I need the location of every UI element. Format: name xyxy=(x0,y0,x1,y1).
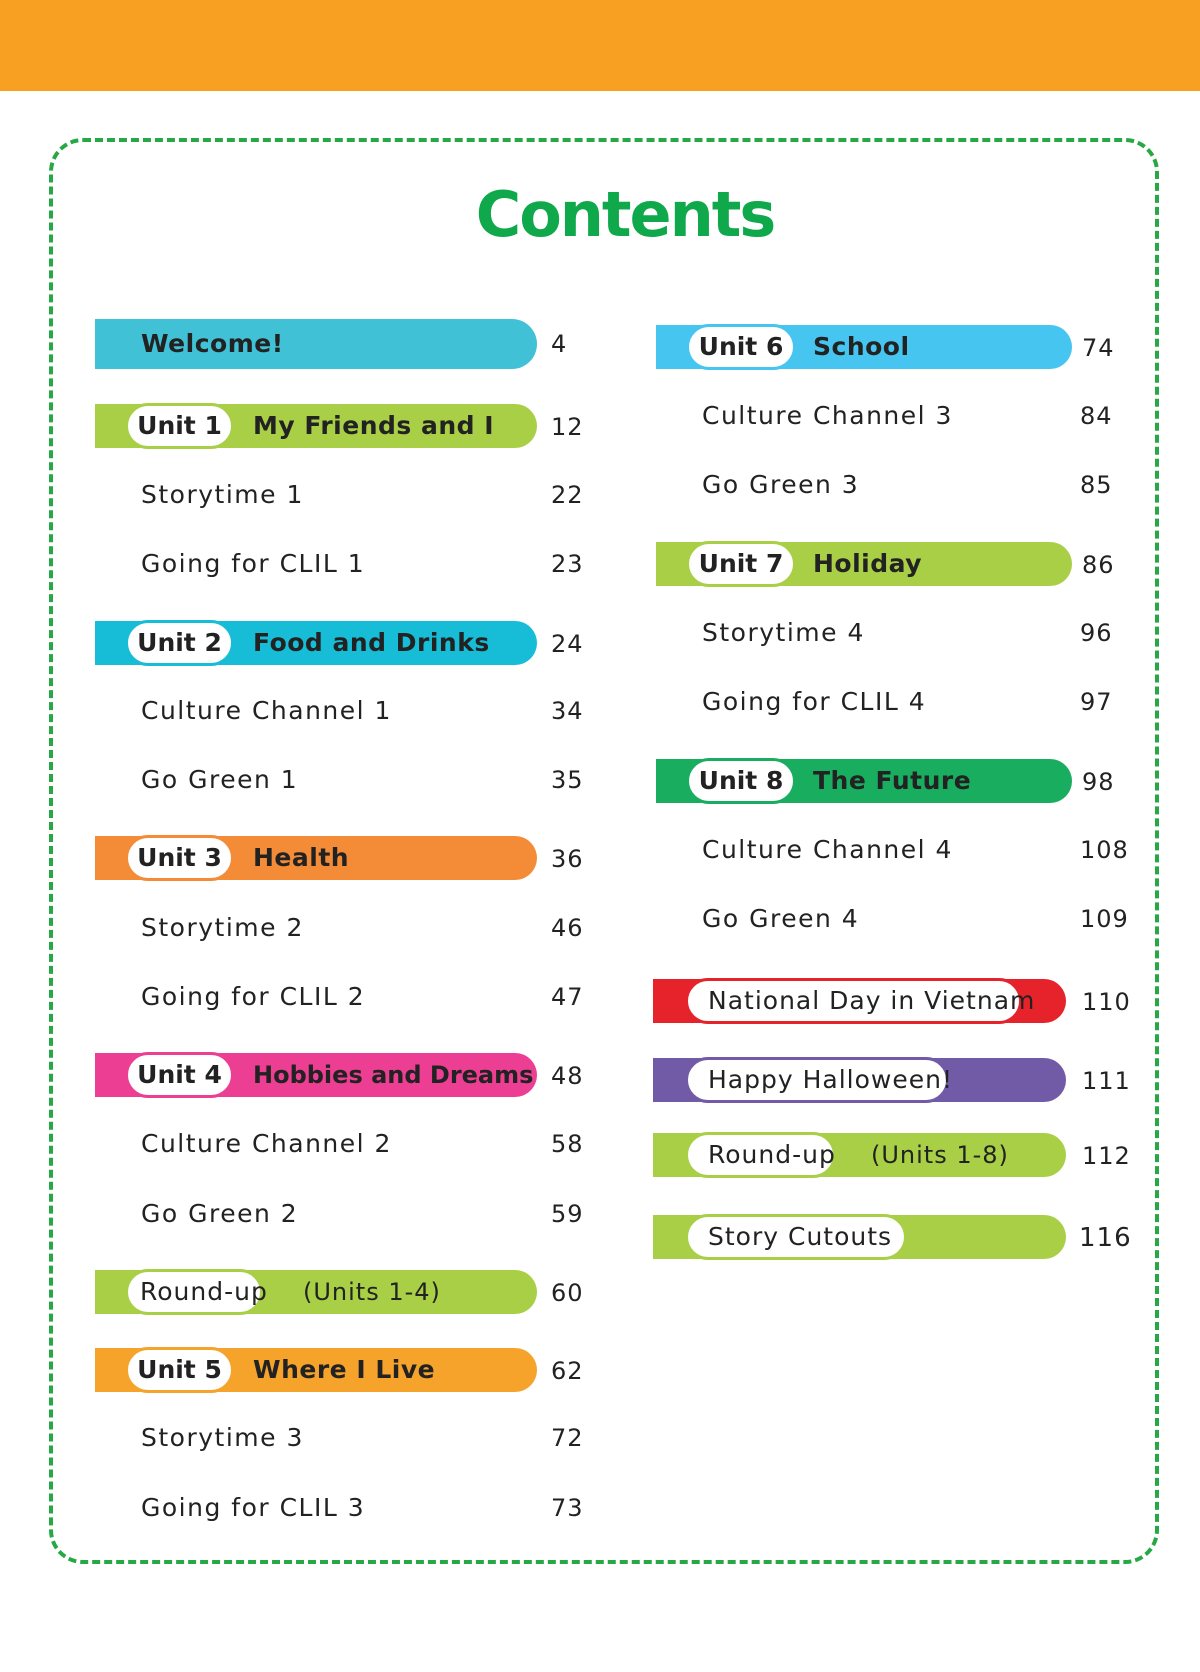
sub-label: Going for CLIL 1 xyxy=(141,549,366,578)
sub-label: Culture Channel 3 xyxy=(702,401,953,430)
sub-page: 85 xyxy=(1080,471,1113,499)
halloween-badge: Happy Halloween! xyxy=(685,1057,949,1103)
sub-label: Go Green 2 xyxy=(141,1199,299,1228)
unit-5-badge: Unit 5 xyxy=(125,1347,234,1393)
unit-3-page: 36 xyxy=(551,845,584,873)
sub-label: Culture Channel 1 xyxy=(141,696,392,725)
roundup-1-4-units: (Units 1-4) xyxy=(303,1278,441,1306)
roundup-1-4-page: 60 xyxy=(551,1279,584,1307)
sub-label: Storytime 1 xyxy=(141,480,304,509)
welcome-label: Welcome! xyxy=(141,329,284,358)
unit-2-title: Food and Drinks xyxy=(253,628,490,657)
unit-4-page: 48 xyxy=(551,1062,584,1090)
unit-1-page: 12 xyxy=(551,413,584,441)
story-cutouts-page: 116 xyxy=(1079,1223,1132,1253)
sub-label: Go Green 3 xyxy=(702,470,860,499)
unit-7-badge: Unit 7 xyxy=(686,541,796,587)
sub-label: Culture Channel 4 xyxy=(702,835,953,864)
page-title: Contents xyxy=(475,178,775,251)
sub-page: 46 xyxy=(551,914,584,942)
unit-4-badge: Unit 4 xyxy=(125,1052,234,1098)
sub-page: 34 xyxy=(551,697,584,725)
halloween-page: 111 xyxy=(1082,1067,1131,1095)
unit-8-page: 98 xyxy=(1082,768,1115,796)
national-day-page: 110 xyxy=(1082,988,1131,1016)
sub-label: Go Green 4 xyxy=(702,904,860,933)
story-cutouts-badge: Story Cutouts xyxy=(685,1214,907,1260)
unit-6-page: 74 xyxy=(1082,334,1115,362)
sub-page: 22 xyxy=(551,481,584,509)
roundup-1-8-units: (Units 1-8) xyxy=(871,1141,1009,1169)
sub-page: 109 xyxy=(1080,905,1129,933)
sub-label: Culture Channel 2 xyxy=(141,1129,392,1158)
unit-6-title: School xyxy=(813,332,910,361)
sub-page: 84 xyxy=(1080,402,1113,430)
national-day-badge: National Day in Vietnam xyxy=(685,978,1022,1024)
sub-page: 73 xyxy=(551,1494,584,1522)
sub-label: Storytime 3 xyxy=(141,1423,304,1452)
top-color-band xyxy=(0,0,1200,91)
unit-8-badge: Unit 8 xyxy=(686,758,796,804)
sub-page: 59 xyxy=(551,1200,584,1228)
unit-7-page: 86 xyxy=(1082,551,1115,579)
unit-1-title: My Friends and I xyxy=(253,411,495,440)
roundup-1-4-badge: Round-up xyxy=(125,1269,263,1315)
welcome-page: 4 xyxy=(551,330,568,358)
sub-label: Storytime 4 xyxy=(702,618,865,647)
sub-page: 72 xyxy=(551,1424,584,1452)
sub-page: 96 xyxy=(1080,619,1113,647)
sub-page: 23 xyxy=(551,550,584,578)
unit-6-badge: Unit 6 xyxy=(686,324,796,370)
unit-1-badge: Unit 1 xyxy=(125,403,234,449)
unit-8-title: The Future xyxy=(813,766,972,795)
unit-4-title: Hobbies and Dreams xyxy=(253,1061,534,1089)
unit-2-page: 24 xyxy=(551,630,584,658)
sub-page: 108 xyxy=(1080,836,1129,864)
sub-label: Go Green 1 xyxy=(141,765,299,794)
unit-3-title: Health xyxy=(253,843,350,872)
sub-page: 58 xyxy=(551,1130,584,1158)
sub-label: Going for CLIL 4 xyxy=(702,687,927,716)
sub-page: 35 xyxy=(551,766,584,794)
roundup-1-8-page: 112 xyxy=(1082,1142,1131,1170)
unit-5-title: Where I Live xyxy=(253,1355,436,1384)
sub-label: Storytime 2 xyxy=(141,913,304,942)
sub-label: Going for CLIL 2 xyxy=(141,982,366,1011)
unit-5-page: 62 xyxy=(551,1357,584,1385)
roundup-1-8-badge: Round-up xyxy=(685,1132,836,1178)
unit-2-badge: Unit 2 xyxy=(125,620,234,666)
sub-label: Going for CLIL 3 xyxy=(141,1493,366,1522)
unit-7-title: Holiday xyxy=(813,549,923,578)
unit-3-badge: Unit 3 xyxy=(125,835,234,881)
sub-page: 47 xyxy=(551,983,584,1011)
sub-page: 97 xyxy=(1080,688,1113,716)
